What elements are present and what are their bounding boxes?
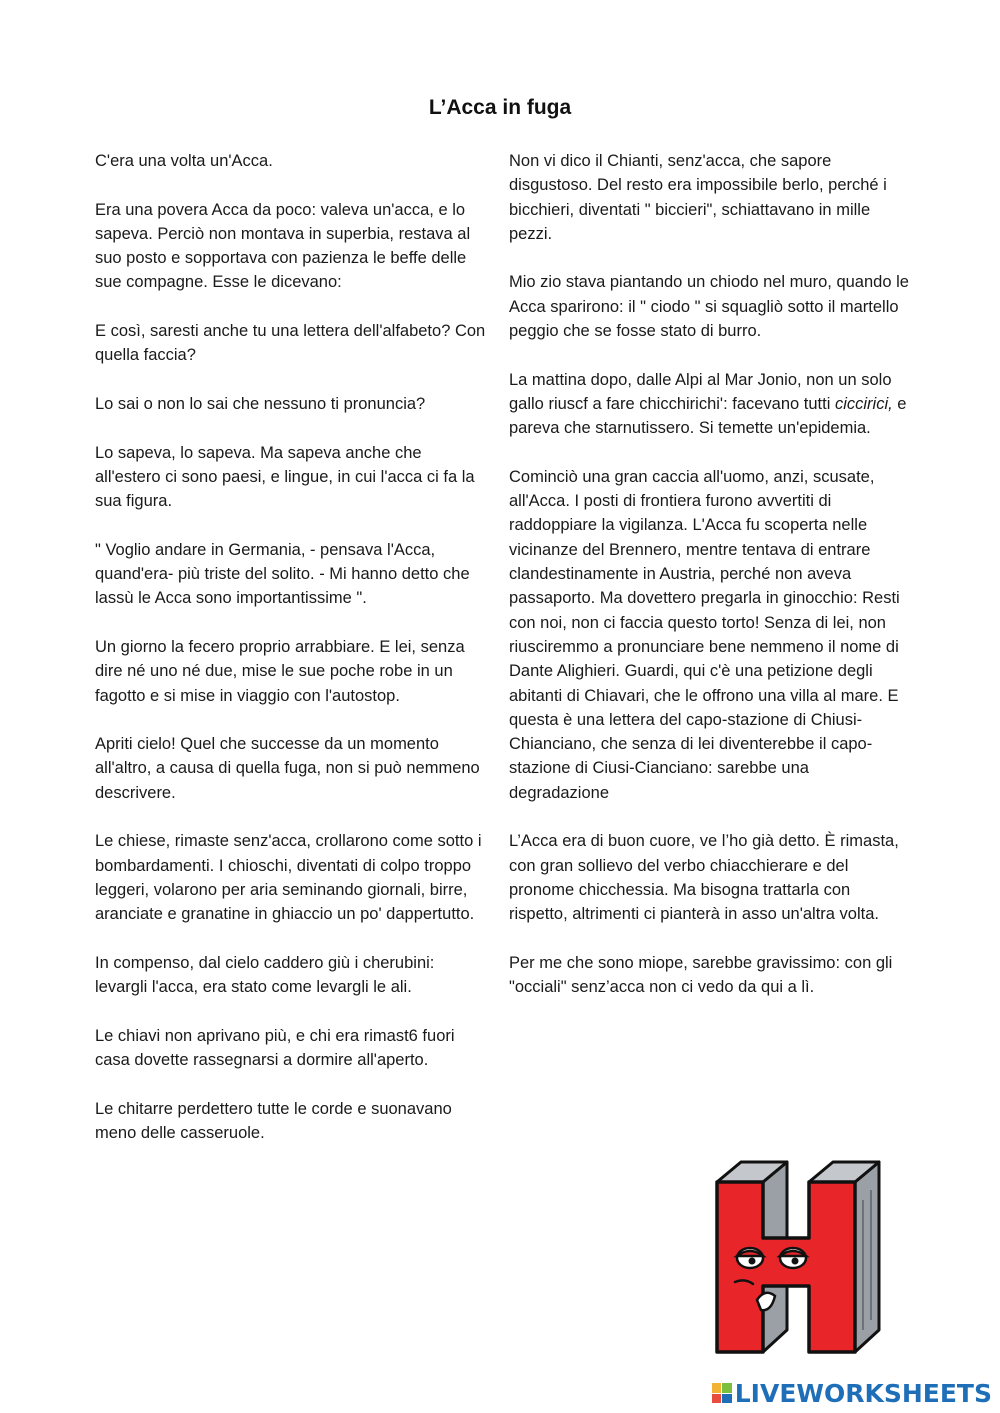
letter-h-mascot-icon	[705, 1160, 895, 1355]
left-column	[95, 149, 490, 1145]
paragraph: " Voglio andare in Germania, - pensava l'Acca, quand'era- più triste del solito. - Mi hanno detto che lassù le Acca sono importantissime ".	[95, 540, 470, 608]
letter-h-mascot-illustration	[705, 1160, 895, 1355]
paragraph: Le chitarre perdettero tutte le corde e suonavano meno delle casseruole.	[95, 1099, 452, 1142]
paragraph: Cominciò una gran caccia all'uomo, anzi, scusate, all'Acca. I posti di frontiera furono avvertiti di raddoppiare la vigilanza. L'Acca fu scoperta nelle vicinanze del Brennero, mentre tentava di entrare clandestinamente in Austria, perché non aveva passaporto. Ma dovettero pregarla in ginocchio: Resti con noi, non ci faccia questo torto! Senza di lei, non riusciremmo a pronunciare bene nemmeno il nome di Dante Alighieri. Guardi, qui c'è una petizione degli abitanti di Chiavari, che le offrono una villa al mare. E questa è una lettera del capo-stazione di Chiusi-Chianciano, che senza di lei diventerebbe il capo-stazione di Ciusi-Cianciano: sarebbe una degradazione	[509, 467, 900, 802]
paragraph: In compenso, dal cielo caddero giù i cherubini: levargli l'acca, era stato come levargli le ali.	[95, 953, 435, 997]
logo-badge-icon	[712, 1383, 732, 1403]
page-title: L’Acca in fuga	[428, 96, 572, 119]
paragraph-text: La mattina dopo, dalle Alpi al Mar Jonio, non un solo gallo riuscf a fare chicchirichi': facevano tutti	[509, 370, 892, 413]
paragraph: E così, saresti anche tu una lettera dell'alfabeto? Con quella faccia?	[95, 322, 486, 365]
paragraph: Per me che sono miope, sarebbe gravissimo: con gli "occiali" senz’acca non ci vedo da qui a lì.	[509, 953, 893, 997]
logo-text: LIVEWORKSHEETS	[734, 1378, 992, 1408]
paragraph: C'era una volta un'Acca.	[95, 152, 273, 170]
paragraph: Non vi dico il Chianti, senz'acca, che sapore disgustoso. Del resto era impossibile berlo, perché i bicchieri, diventati " biccieri", schiattavano in mille pezzi.	[509, 152, 887, 243]
paragraph: L’Acca era di buon cuore, ve l’ho già detto. È rimasta, con gran sollievo del verbo chiacchierare e del pronome chicchessia. Ma bisogna trattarla con rispetto, altrimenti ci pianterà in asso un'altra volta.	[509, 832, 899, 924]
paragraph: Le chiavi non aprivano più, e chi era rimast6 fuori casa dovette rassegnarsi a dormire all'aperto.	[95, 1026, 455, 1069]
paragraph: Era una povera Acca da poco: valeva un'acca, e lo sapeva. Perciò non montava in superbia, restava al suo posto e sopportava con pazienza le beffe delle sue compagne. Esse le dicevano:	[95, 200, 471, 292]
paragraph: Apriti cielo! Quel che successe da un momento all'altro, a causa di quella fuga, non si può nemmeno descrivere.	[95, 735, 480, 802]
paragraph	[509, 368, 909, 441]
paragraph: Lo sai o non lo sai che nessuno ti pronuncia?	[95, 394, 426, 413]
paragraph: Lo sapeva, lo sapeva. Ma sapeva anche che all'estero ci sono paesi, e lingue, in cui l'acca ci fa la sua figura.	[95, 443, 475, 511]
paragraph: Mio zio stava piantando un chiodo nel muro, quando le Acca sparirono: il " ciodo " si squagliò sotto il martello peggio che se fosse stato di burro.	[509, 273, 909, 341]
right-column	[509, 149, 909, 999]
paragraph: Un giorno la fecero proprio arrabbiare. E lei, senza dire né uno né due, mise le sue poche robe in un fagotto e si mise in viaggio con l'autostop.	[95, 637, 465, 705]
paragraph: Le chiese, rimaste senz'acca, crollarono come sotto i bombardamenti. I chioschi, diventati di colpo troppo leggeri, volarono per aria seminando giornali, birre, aranciate e granatine in ghiaccio un po' dappertutto.	[95, 832, 482, 924]
italic-word: ciccirici,	[834, 394, 893, 413]
paragraph-text: e pareva che starnutissero. Si temette un'epidemia.	[509, 394, 907, 438]
liveworksheets-logo	[712, 1377, 992, 1409]
